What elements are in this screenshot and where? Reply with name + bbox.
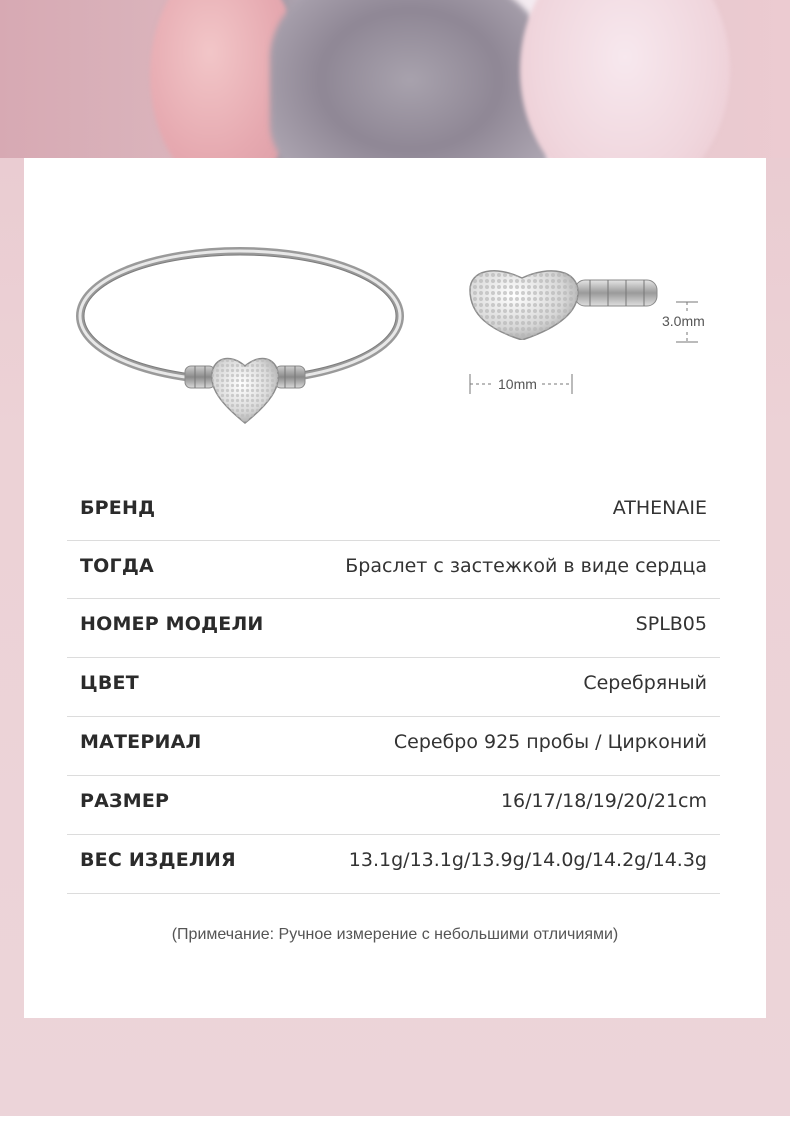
bracelet-image	[70, 238, 410, 438]
spec-value: ATHENAIE	[612, 497, 707, 519]
spec-label: НОМЕР МОДЕЛИ	[80, 613, 264, 635]
spec-value: 16/17/18/19/20/21cm	[500, 790, 707, 812]
spec-value: SPLB05	[635, 613, 707, 635]
spec-value: Серебро 925 пробы / Цирконий	[393, 731, 707, 753]
clasp-chain	[575, 280, 657, 306]
spec-label: РАЗМЕР	[80, 790, 170, 812]
spec-label: МАТЕРИАЛ	[80, 731, 202, 753]
photo-arm-right	[520, 0, 730, 158]
spec-row-brand	[67, 483, 720, 541]
bottom-stripe	[0, 1116, 790, 1122]
spec-row-color	[67, 658, 720, 717]
width-dimension-label: 10mm	[494, 376, 541, 392]
spec-row-weight	[67, 835, 720, 894]
spec-label: ВЕС ИЗДЕЛИЯ	[80, 849, 236, 871]
spec-row-size	[67, 776, 720, 835]
spec-row-material	[67, 717, 720, 776]
spec-value: 13.1g/13.1g/13.9g/14.0g/14.2g/14.3g	[348, 849, 707, 871]
spec-row-type	[67, 541, 720, 599]
photo-fabric	[270, 0, 550, 158]
spec-label: ТОГДА	[80, 555, 154, 577]
clasp-closeup-image	[460, 260, 670, 340]
product-spec-card	[24, 158, 766, 1018]
hero-photo	[0, 0, 790, 158]
spec-value: Серебряный	[583, 672, 707, 694]
measurement-note: (Примечание: Ручное измерение с небольшими отличиями)	[171, 926, 619, 943]
bracelet-end-left	[185, 366, 215, 388]
spec-label: БРЕНД	[80, 497, 156, 519]
height-dimension-label: 3.0mm	[662, 313, 705, 329]
bracelet-end-right	[275, 366, 305, 388]
spec-table	[67, 483, 720, 894]
spec-label: ЦВЕТ	[80, 672, 139, 694]
spec-row-model	[67, 599, 720, 658]
spec-value: Браслет с застежкой в виде сердца	[345, 555, 707, 577]
